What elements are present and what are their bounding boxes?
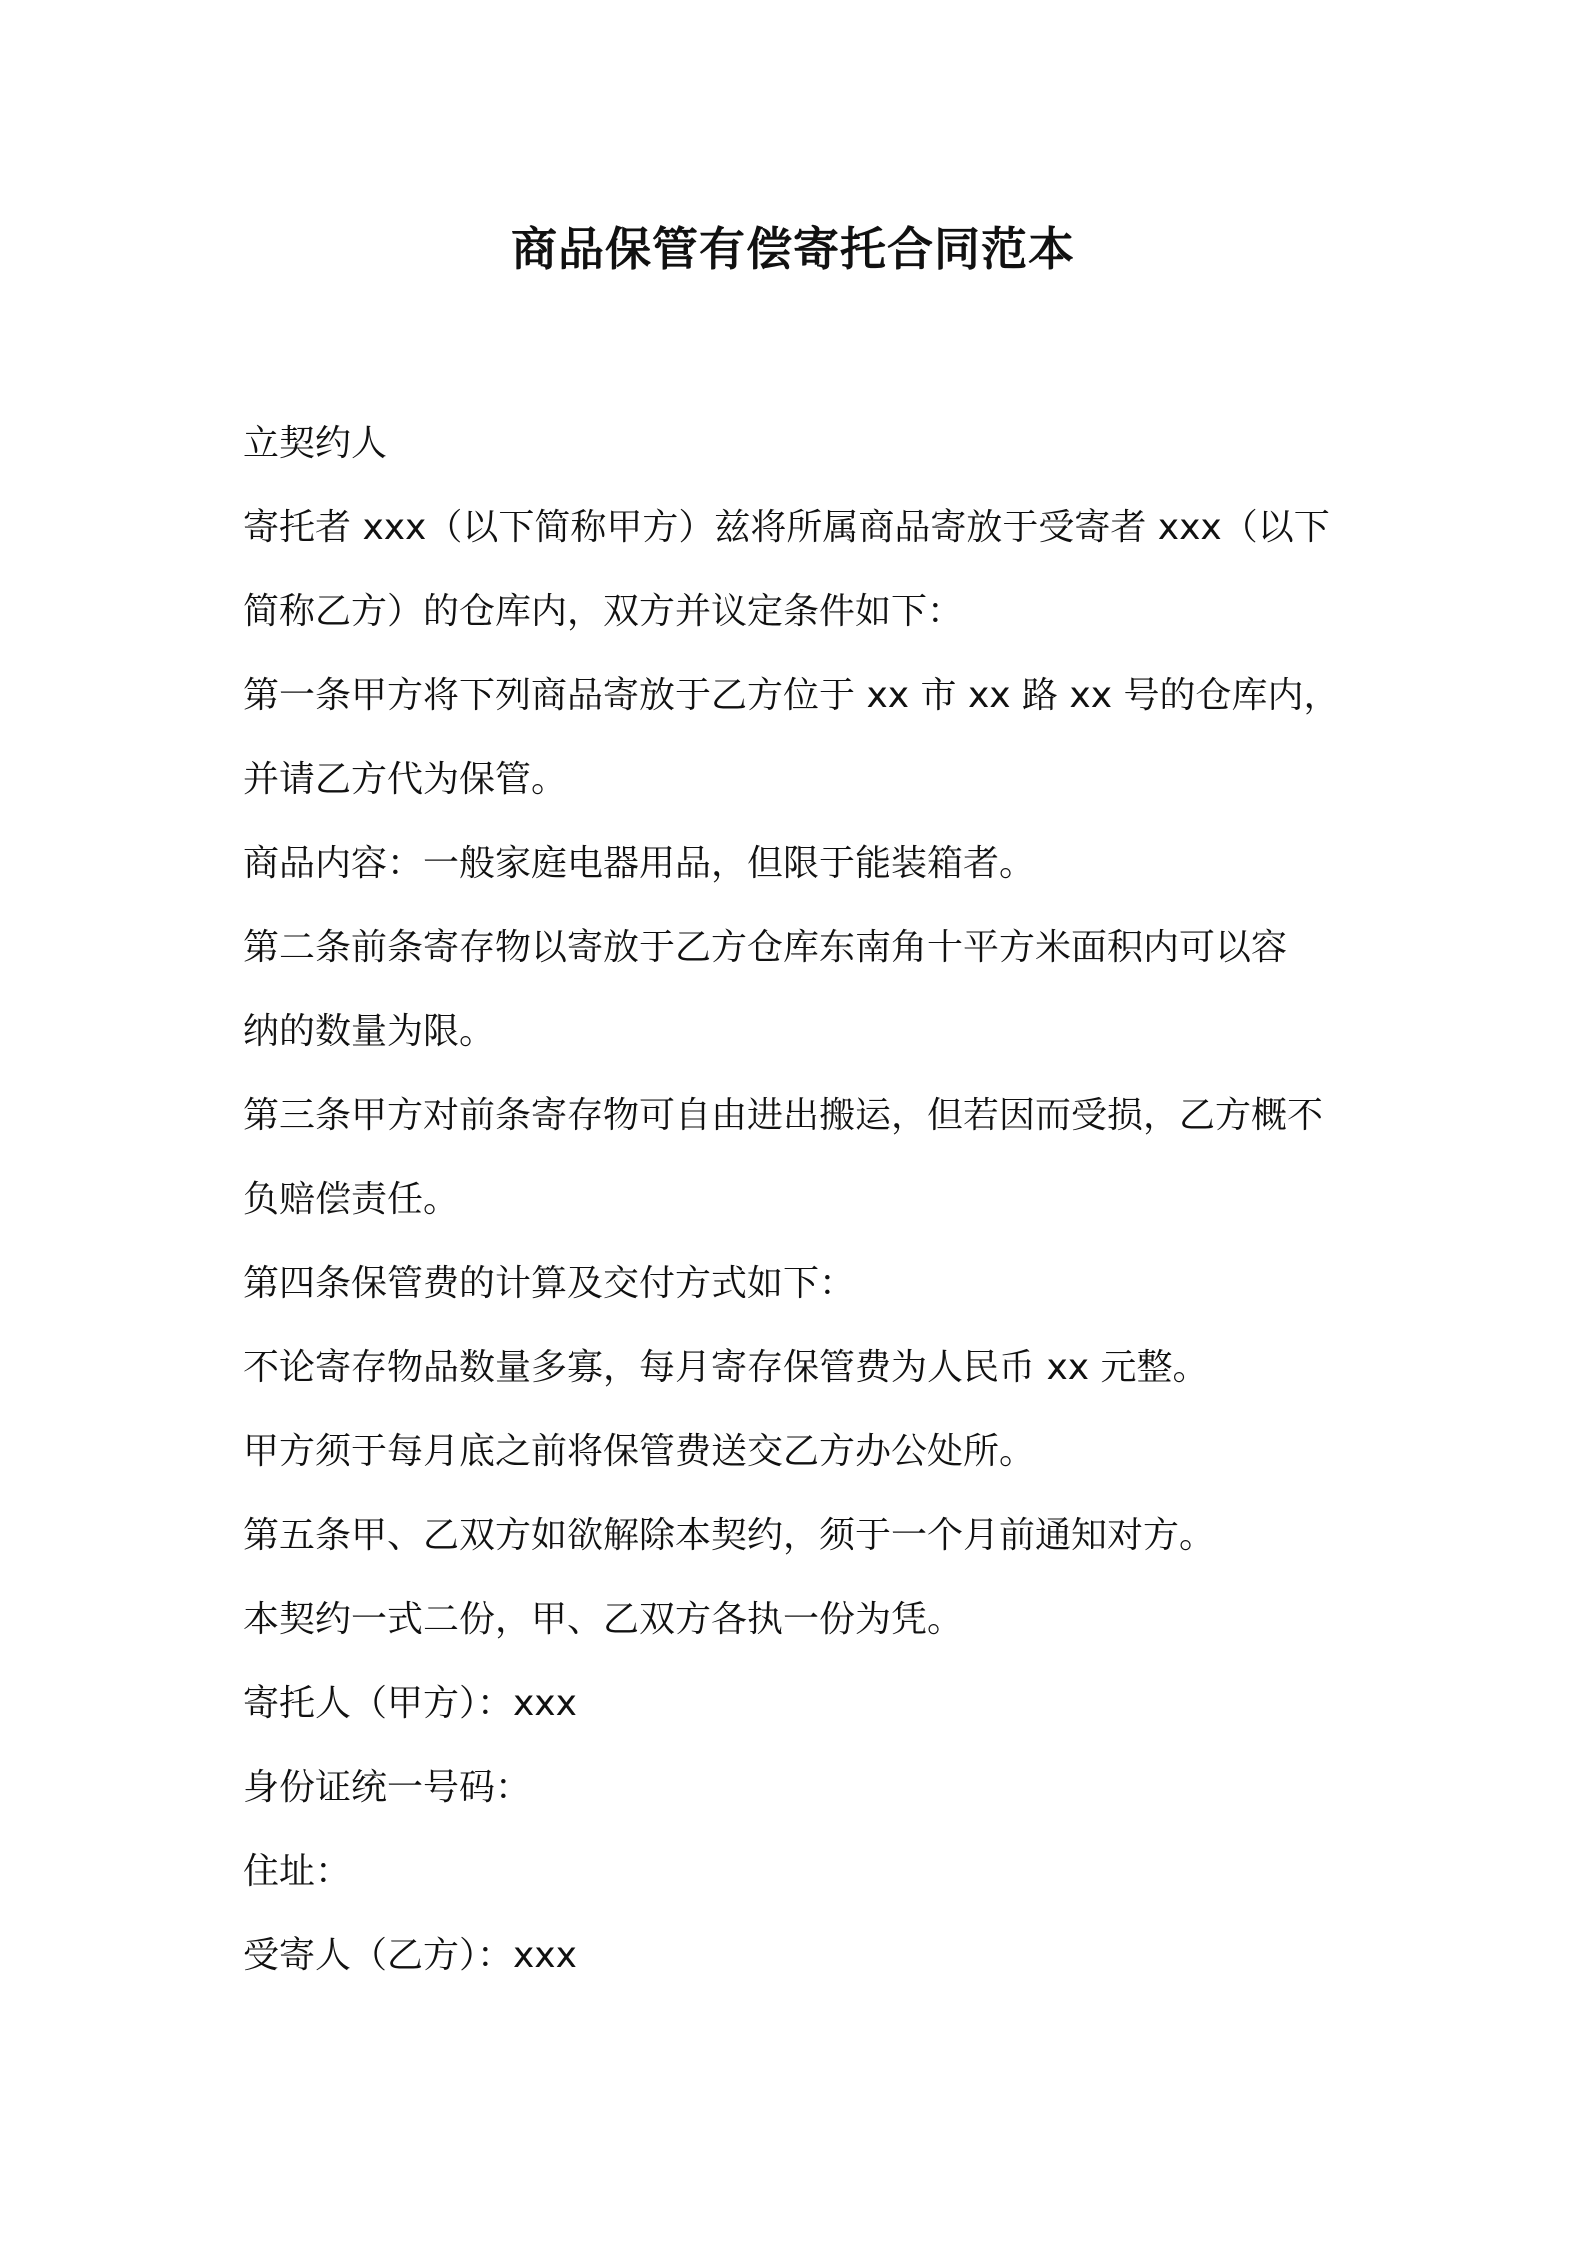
depositor-signature-line: 寄托人（甲方）：xxx (243, 1683, 577, 1724)
parties-heading: 立契约人 (243, 423, 388, 464)
paragraph-line: 寄托者 xxx（以下简称甲方）兹将所属商品寄放于受寄者 xxx（以下 (243, 507, 1330, 548)
article-5-line: 第五条甲、乙双方如欲解除本契约，须于一个月前通知对方。 (243, 1515, 1216, 1556)
article-3-line: 负赔偿责任。 (243, 1179, 460, 1220)
id-number-line: 身份证统一号码： (243, 1767, 532, 1808)
custodian-signature-line: 受寄人（乙方）：xxx (243, 1935, 577, 1976)
article-1-line: 并请乙方代为保管。 (243, 759, 568, 800)
article-2-line: 第二条前条寄存物以寄放于乙方仓库东南角十平方米面积内可以容 (243, 927, 1288, 968)
fee-line: 不论寄存物品数量多寡，每月寄存保管费为人民币 xx 元整。 (243, 1347, 1209, 1388)
article-1-line: 第一条甲方将下列商品寄放于乙方位于 xx 市 xx 路 xx 号的仓库内， (243, 675, 1340, 716)
article-4-line: 第四条保管费的计算及交付方式如下： (243, 1263, 856, 1304)
address-line: 住址： (243, 1851, 352, 1892)
paragraph-line: 简称乙方）的仓库内，双方并议定条件如下： (243, 591, 964, 632)
fee-line: 甲方须于每月底之前将保管费送交乙方办公处所。 (243, 1431, 1036, 1472)
document-title: 商品保管有偿寄托合同范本 (511, 222, 1075, 276)
article-3-line: 第三条甲方对前条寄存物可自由进出搬运，但若因而受损，乙方概不 (243, 1095, 1324, 1136)
document-body (243, 402, 1363, 1998)
copies-line: 本契约一式二份，甲、乙双方各执一份为凭。 (243, 1599, 964, 1640)
goods-content-line: 商品内容：一般家庭电器用品，但限于能装箱者。 (243, 843, 1036, 884)
article-2-line: 纳的数量为限。 (243, 1011, 496, 1052)
